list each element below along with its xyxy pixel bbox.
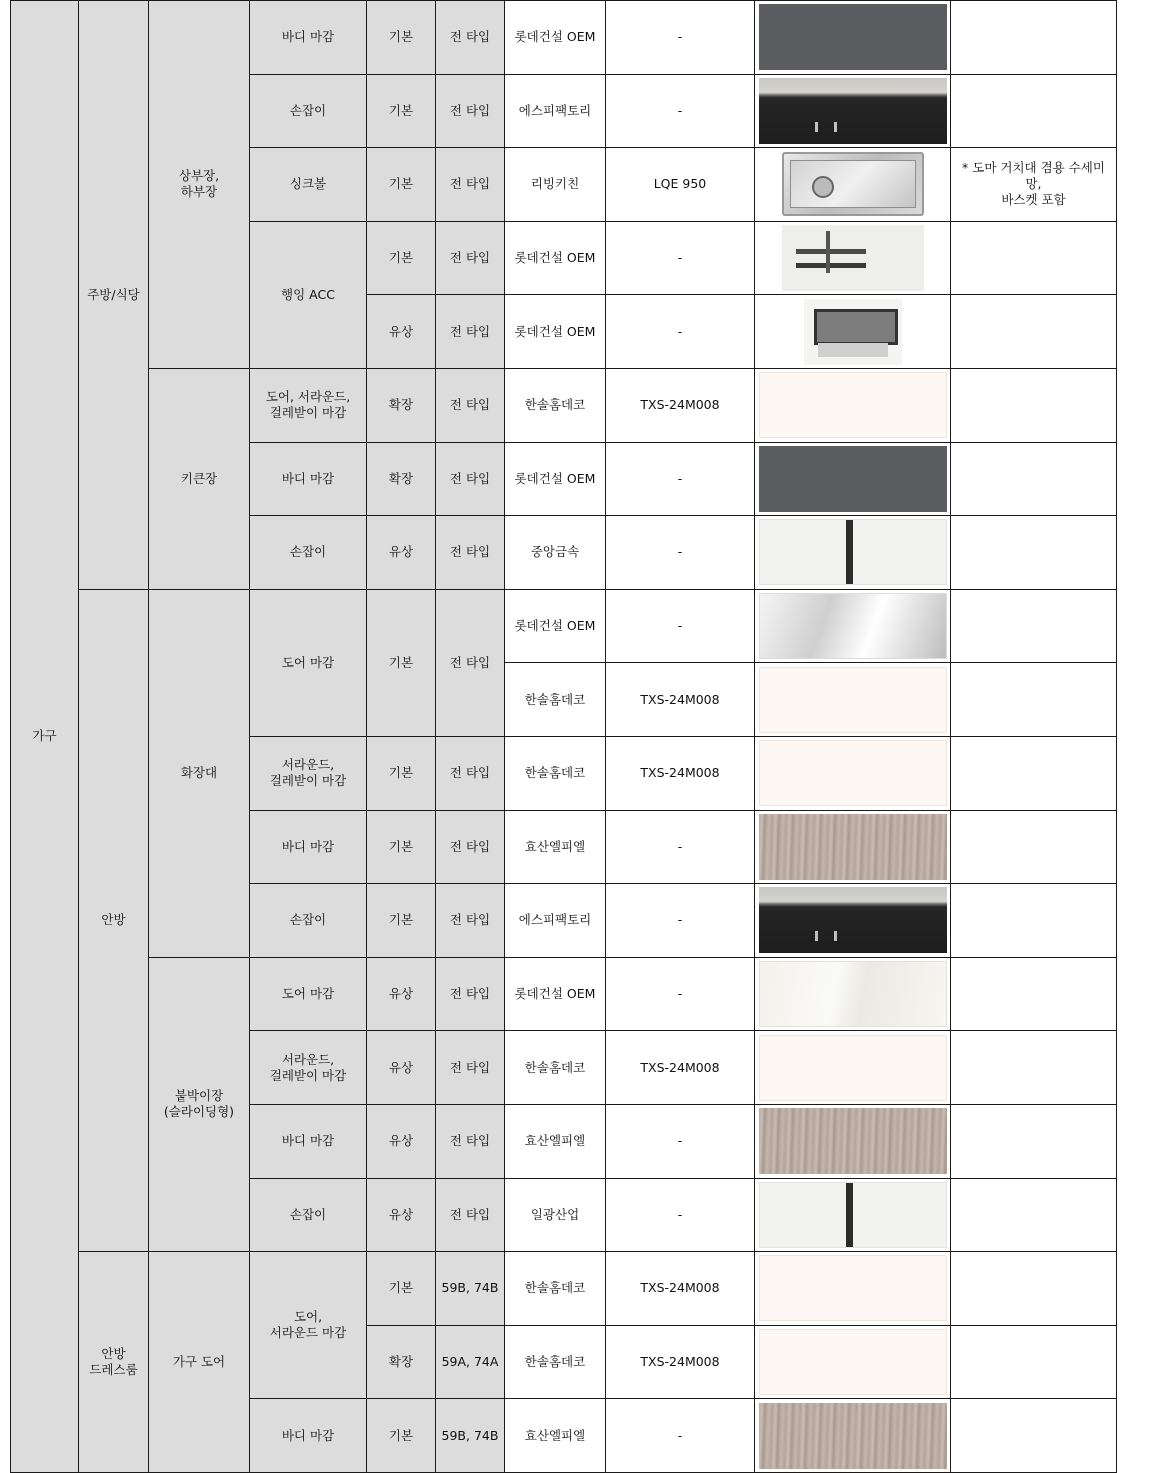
- grade-cell: 유상: [367, 1178, 436, 1252]
- model-cell: -: [606, 1399, 755, 1473]
- note-cell: [951, 74, 1117, 148]
- room-cell: 안방: [79, 589, 149, 1251]
- maker-cell: 한솔홈데코: [505, 368, 606, 442]
- grade-cell: 유상: [367, 295, 436, 369]
- wood-panel-swatch: [759, 814, 947, 880]
- type-cell: 전 타입: [436, 1104, 505, 1178]
- grade-cell: 유상: [367, 957, 436, 1031]
- hanging-rack-swatch: [804, 299, 902, 365]
- maker-cell: 효산엘피엘: [505, 810, 606, 884]
- swatch-cell: [755, 1325, 951, 1399]
- table-row: [11, 368, 1117, 442]
- model-cell: TXS-24M008: [606, 736, 755, 810]
- note-cell: [951, 736, 1117, 810]
- part-cell: 바디 마감: [250, 1399, 367, 1473]
- model-cell: -: [606, 442, 755, 516]
- type-cell: 전 타입: [436, 589, 505, 736]
- swatch-cell: [755, 1399, 951, 1473]
- maker-cell: 효산엘피엘: [505, 1104, 606, 1178]
- room-cell: 안방 드레스룸: [79, 1252, 149, 1473]
- maker-cell: 롯데건설 OEM: [505, 957, 606, 1031]
- swatch-cell: [755, 1031, 951, 1105]
- cream-panel-swatch: [759, 1255, 947, 1321]
- note-cell: [951, 1031, 1117, 1105]
- white-glass-panel-swatch: [759, 961, 947, 1027]
- maker-cell: 일광산업: [505, 1178, 606, 1252]
- model-cell: -: [606, 1, 755, 75]
- gray-panel-swatch: [759, 4, 947, 70]
- model-cell: -: [606, 295, 755, 369]
- type-cell: 전 타입: [436, 1178, 505, 1252]
- type-cell: 전 타입: [436, 1031, 505, 1105]
- gray-panel-swatch: [759, 446, 947, 512]
- cream-panel-swatch: [759, 740, 947, 806]
- type-cell: 전 타입: [436, 884, 505, 958]
- swatch-cell: [755, 516, 951, 590]
- note-cell: [951, 1178, 1117, 1252]
- model-cell: -: [606, 516, 755, 590]
- swatch-cell: [755, 736, 951, 810]
- model-cell: -: [606, 957, 755, 1031]
- maker-cell: 한솔홈데코: [505, 1031, 606, 1105]
- note-cell: [951, 1252, 1117, 1326]
- cream-panel-swatch: [759, 667, 947, 733]
- maker-cell: 리빙키친: [505, 148, 606, 222]
- swatch-cell: [755, 1, 951, 75]
- note-cell: [951, 295, 1117, 369]
- model-cell: LQE 950: [606, 148, 755, 222]
- part-cell: 도어 마감: [250, 589, 367, 736]
- swatch-cell: [755, 884, 951, 958]
- grade-cell: 기본: [367, 221, 436, 295]
- swatch-cell: [755, 295, 951, 369]
- grade-cell: 기본: [367, 589, 436, 736]
- note-cell: [951, 1325, 1117, 1399]
- type-cell: 전 타입: [436, 148, 505, 222]
- type-cell: 전 타입: [436, 810, 505, 884]
- category-cell: 가구: [11, 1, 79, 1473]
- part-cell: 손잡이: [250, 884, 367, 958]
- part-cell: 손잡이: [250, 516, 367, 590]
- cream-panel-swatch: [759, 372, 947, 438]
- grade-cell: 기본: [367, 74, 436, 148]
- table-row: [11, 1252, 1117, 1326]
- swatch-cell: [755, 1104, 951, 1178]
- type-cell: 59B, 74B: [436, 1399, 505, 1473]
- type-cell: 전 타입: [436, 368, 505, 442]
- group-cell: 화장대: [149, 589, 250, 957]
- note-cell: [951, 368, 1117, 442]
- grade-cell: 기본: [367, 1399, 436, 1473]
- model-cell: TXS-24M008: [606, 1325, 755, 1399]
- swatch-cell: [755, 221, 951, 295]
- note-cell: [951, 957, 1117, 1031]
- part-cell: 도어 마감: [250, 957, 367, 1031]
- swatch-cell: [755, 442, 951, 516]
- swatch-cell: [755, 1252, 951, 1326]
- swatch-cell: [755, 368, 951, 442]
- model-cell: -: [606, 1178, 755, 1252]
- swatch-cell: [755, 74, 951, 148]
- type-cell: 59A, 74A: [436, 1325, 505, 1399]
- maker-cell: 롯데건설 OEM: [505, 589, 606, 663]
- maker-cell: 롯데건설 OEM: [505, 442, 606, 516]
- grade-cell: 기본: [367, 148, 436, 222]
- grade-cell: 유상: [367, 1031, 436, 1105]
- grade-cell: 기본: [367, 884, 436, 958]
- grade-cell: 기본: [367, 1, 436, 75]
- part-cell: 손잡이: [250, 1178, 367, 1252]
- part-cell: 도어, 서라운드 마감: [250, 1252, 367, 1399]
- model-cell: TXS-24M008: [606, 1031, 755, 1105]
- part-cell: 손잡이: [250, 74, 367, 148]
- maker-cell: 에스피팩토리: [505, 74, 606, 148]
- mirror-panel-swatch: [759, 593, 947, 659]
- grade-cell: 확장: [367, 1325, 436, 1399]
- model-cell: -: [606, 884, 755, 958]
- cream-panel-swatch: [759, 1035, 947, 1101]
- model-cell: TXS-24M008: [606, 1252, 755, 1326]
- part-cell: 바디 마감: [250, 1104, 367, 1178]
- grade-cell: 기본: [367, 736, 436, 810]
- group-cell: 붙박이장 (슬라이딩형): [149, 957, 250, 1251]
- grade-cell: 기본: [367, 810, 436, 884]
- maker-cell: 한솔홈데코: [505, 1252, 606, 1326]
- sink-bowl-swatch: [782, 152, 924, 216]
- vertical-handle-swatch: [759, 1182, 947, 1248]
- model-cell: -: [606, 74, 755, 148]
- swatch-cell: [755, 810, 951, 884]
- group-cell: 가구 도어: [149, 1252, 250, 1473]
- maker-cell: 한솔홈데코: [505, 736, 606, 810]
- cream-panel-swatch: [759, 1329, 947, 1395]
- wood-panel-swatch: [759, 1108, 947, 1174]
- model-cell: -: [606, 1104, 755, 1178]
- type-cell: 전 타입: [436, 442, 505, 516]
- spec-table: [10, 0, 1117, 1473]
- table-row: [11, 1, 1117, 75]
- swatch-cell: [755, 957, 951, 1031]
- type-cell: 전 타입: [436, 295, 505, 369]
- part-cell: 싱크볼: [250, 148, 367, 222]
- swatch-cell: [755, 663, 951, 737]
- maker-cell: 한솔홈데코: [505, 663, 606, 737]
- note-cell: [951, 1399, 1117, 1473]
- maker-cell: 롯데건설 OEM: [505, 295, 606, 369]
- part-cell: 바디 마감: [250, 810, 367, 884]
- type-cell: 전 타입: [436, 74, 505, 148]
- part-cell: 서라운드, 걸레받이 마감: [250, 1031, 367, 1105]
- edge-handle-swatch: [759, 78, 947, 144]
- model-cell: -: [606, 810, 755, 884]
- note-cell: [951, 221, 1117, 295]
- table-row: [11, 589, 1117, 663]
- maker-cell: 롯데건설 OEM: [505, 1, 606, 75]
- note-cell: [951, 884, 1117, 958]
- vertical-handle-swatch: [759, 519, 947, 585]
- hanging-shelf-swatch: [782, 225, 924, 291]
- maker-cell: 효산엘피엘: [505, 1399, 606, 1473]
- table-row: [11, 957, 1117, 1031]
- model-cell: TXS-24M008: [606, 663, 755, 737]
- part-cell: 도어, 서라운드, 걸레받이 마감: [250, 368, 367, 442]
- type-cell: 전 타입: [436, 221, 505, 295]
- maker-cell: 중앙금속: [505, 516, 606, 590]
- part-cell: 서라운드, 걸레받이 마감: [250, 736, 367, 810]
- note-cell: [951, 810, 1117, 884]
- swatch-cell: [755, 589, 951, 663]
- note-cell: [951, 442, 1117, 516]
- edge-handle-swatch: [759, 887, 947, 953]
- grade-cell: 확장: [367, 368, 436, 442]
- model-cell: TXS-24M008: [606, 368, 755, 442]
- note-cell: [951, 589, 1117, 663]
- maker-cell: 에스피팩토리: [505, 884, 606, 958]
- type-cell: 전 타입: [436, 736, 505, 810]
- type-cell: 전 타입: [436, 516, 505, 590]
- group-cell: 상부장, 하부장: [149, 1, 250, 369]
- grade-cell: 유상: [367, 1104, 436, 1178]
- note-cell: [951, 1104, 1117, 1178]
- note-cell: [951, 1, 1117, 75]
- note-cell: [951, 516, 1117, 590]
- part-cell: 바디 마감: [250, 1, 367, 75]
- part-cell: 바디 마감: [250, 442, 367, 516]
- type-cell: 59B, 74B: [436, 1252, 505, 1326]
- swatch-cell: [755, 148, 951, 222]
- note-cell: * 도마 거치대 겸용 수세미망, 바스켓 포함: [951, 148, 1117, 222]
- model-cell: -: [606, 589, 755, 663]
- type-cell: 전 타입: [436, 1, 505, 75]
- grade-cell: 유상: [367, 516, 436, 590]
- room-cell: 주방/식당: [79, 1, 149, 590]
- grade-cell: 확장: [367, 442, 436, 516]
- part-cell: 행잉 ACC: [250, 221, 367, 368]
- maker-cell: 롯데건설 OEM: [505, 221, 606, 295]
- grade-cell: 기본: [367, 1252, 436, 1326]
- swatch-cell: [755, 1178, 951, 1252]
- wood-panel-swatch: [759, 1403, 947, 1469]
- group-cell: 키큰장: [149, 368, 250, 589]
- maker-cell: 한솔홈데코: [505, 1325, 606, 1399]
- model-cell: -: [606, 221, 755, 295]
- type-cell: 전 타입: [436, 957, 505, 1031]
- note-cell: [951, 663, 1117, 737]
